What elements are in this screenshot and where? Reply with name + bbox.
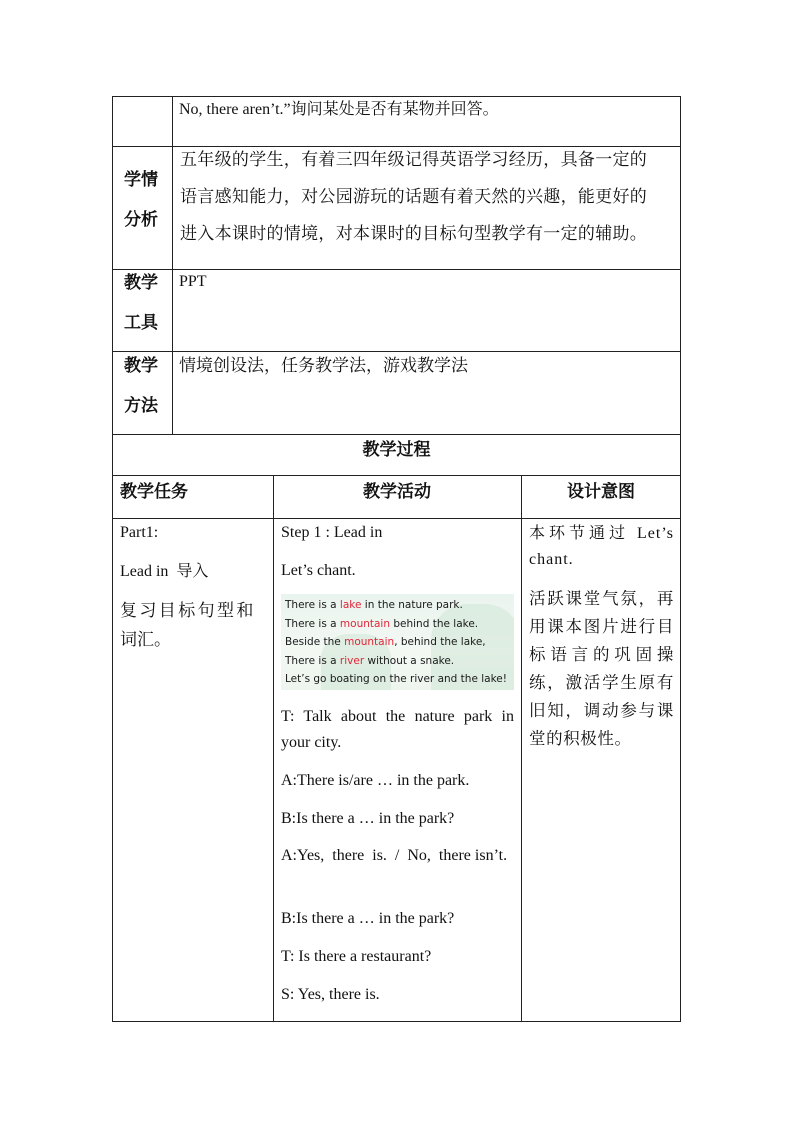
teaching-methods: 情境创设法，任务教学法，游戏教学法 [179, 356, 468, 375]
task-review: 复习目标句型和 [120, 601, 256, 620]
task-review: 词汇。 [120, 630, 171, 649]
col-divider [273, 475, 274, 1022]
task-part: Part1: [120, 524, 159, 541]
label-xueqing-1: 学情 [124, 170, 158, 189]
chant-line: Let’s go boating on the river and the lake! [285, 673, 507, 685]
label-xueqing-2: 分析 [124, 210, 158, 229]
column-header-intent: 设计意图 [567, 482, 635, 501]
learner-analysis-line: 语言感知能力，对公园游玩的话题有着天然的兴趣，能更好的 [180, 187, 648, 206]
col-divider [172, 96, 173, 434]
chant-line: Beside the mountain, behind the lake, [285, 636, 486, 648]
activity-dialogue: A:There is/are … in the park. [281, 772, 470, 789]
label-fangfa-1: 教学 [124, 356, 158, 375]
activity-dialogue: S: Yes, there is. [281, 986, 380, 1003]
chant-image [281, 594, 514, 690]
chant-keyword: lake [339, 599, 362, 611]
label-fangfa-2: 方法 [124, 396, 158, 415]
label-gongju-1: 教学 [124, 273, 158, 292]
column-header-activity: 教学活动 [363, 482, 431, 501]
activity-dialogue: B:Is there a … in the park? [281, 810, 455, 827]
row-divider [112, 518, 681, 519]
chant-line: There is a river without a snake. [285, 654, 455, 667]
label-gongju-2: 工具 [124, 313, 158, 332]
design-intent: 本环节通过 Let’s chant. [529, 525, 674, 568]
col-divider [521, 475, 522, 1022]
objective-continuation: No, there aren’t.”询问某处是否有某物并回答。 [179, 101, 499, 118]
teaching-tools: PPT [179, 273, 207, 290]
task-lead-in: Lead in 导入 [120, 563, 209, 580]
activity-dialogue: A:Yes, there is. / No, there isn’t. [281, 847, 508, 864]
chant-keyword: river [339, 654, 365, 667]
row-divider [112, 351, 681, 352]
chant-line: There is a lake in the nature park. [285, 599, 463, 611]
activity-talk: T: Talk about the nature park in your city. [281, 708, 514, 751]
chant-line: There is a mountain behind the lake. [285, 617, 479, 630]
column-header-task: 教学任务 [120, 482, 188, 501]
design-intent: 活跃课堂气氛，再用课本图片进行目标语言的巩固操练，激活学生原有旧知，调动参与课堂的积极性。 [529, 589, 674, 748]
activity-dialogue: T: Is there a restaurant? [281, 948, 432, 965]
chant-keyword: mountain [344, 636, 395, 648]
row-divider [112, 269, 681, 270]
process-header: 教学过程 [362, 440, 431, 459]
activity-step: Step 1 : Lead in [281, 524, 383, 541]
activity-chant-title: Let’s chant. [281, 562, 356, 579]
row-divider [112, 475, 681, 476]
learner-analysis-line: 五年级的学生，有着三四年级记得英语学习经历，具备一定的 [180, 150, 648, 169]
row-divider [112, 434, 681, 435]
learner-analysis-line: 进入本课时的情境，对本课时的目标句型教学有一定的辅助。 [180, 224, 648, 243]
chant-keyword: mountain [339, 617, 391, 630]
activity-dialogue: B:Is there a … in the park? [281, 910, 455, 927]
